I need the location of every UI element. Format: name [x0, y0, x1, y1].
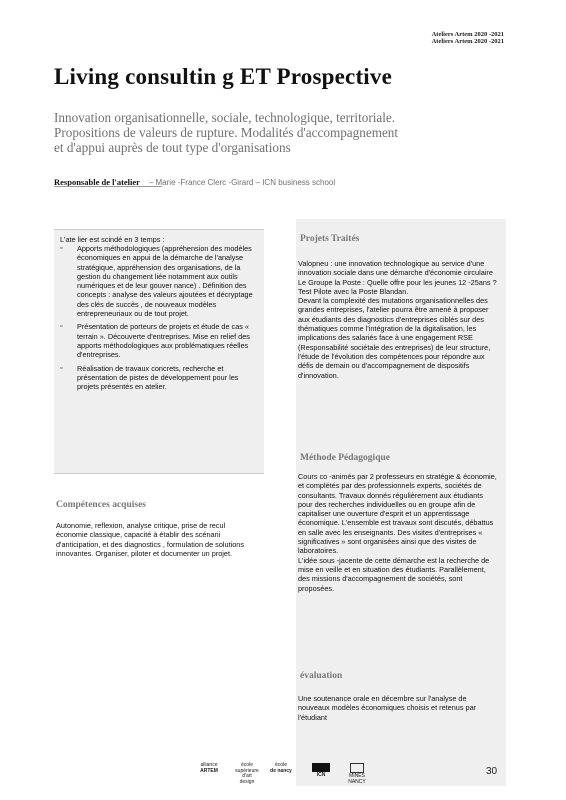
mines-mark-icon: [350, 763, 364, 773]
list-item: [60, 244, 260, 318]
icn-mark-icon: [312, 763, 330, 772]
subtitle: [54, 110, 494, 155]
list-item: [60, 364, 260, 392]
page-number: 30: [486, 766, 498, 777]
alliance-artem-logo: [194, 763, 224, 785]
mines-nancy-logo: [346, 763, 368, 785]
checkbox-bullet-icon: ▫: [60, 245, 63, 252]
list-item: [60, 322, 260, 359]
subtitle-line: Propositions de valeurs de rupture. Modalités d'accompagnement: [54, 125, 399, 140]
responsable-divider: [54, 186, 162, 187]
logo-text: école: [241, 762, 253, 768]
responsable-label: Responsable de l'atelier: [54, 177, 140, 187]
ensad-nancy-logo: [230, 763, 264, 785]
logo-text: supérieure d'art: [235, 767, 259, 779]
atelier-phases-list: [60, 244, 260, 395]
logo-text: ICN: [316, 772, 326, 778]
subtitle-line: Innovation organisationnelle, sociale, technologique, territoriale.: [54, 110, 396, 125]
icn-logo: [308, 763, 334, 785]
list-item-text: Présentation de porteurs de projets et étude de cas « terrain ». Découverte d'entreprises. Mise en relief des apports méthodologiques aux problématiques réelles d'entreprises.: [77, 322, 250, 360]
logo-text: alliance: [200, 762, 218, 768]
list-item-text: Apports méthodologiques (appréhension des modèles économiques en appui de la démarche de l'analyse stratégique, appréhension des organisations, de la gestion du changement liée notamment aux outils numériques et de leur gouver nance) . Définition des concepts : analyse des valeurs ajoutées et décryptage des clés de succès , de nouveaux modèles entrepreneuriaux ou de tout projet.: [77, 244, 253, 319]
projets-heading: Projets Traités: [300, 234, 360, 244]
evaluation-heading: évaluation: [300, 671, 343, 681]
checkbox-bullet-icon: ▫: [60, 323, 63, 331]
ecole-de-nancy-logo: [266, 763, 296, 785]
header-line-1: Ateliers Artem 2020 -2021: [431, 31, 504, 38]
logo-text: design: [239, 778, 255, 785]
list-item-text: Réalisation de travaux concrets, recherche et présentation de pistes de développement pour les projets présentés en atelier.: [77, 363, 239, 392]
responsable-value: – Marie -France Clerc -Girard – ICN business school: [148, 178, 336, 187]
competences-text: Autonomie, reflexion, analyse critique, prise de recul économie classique, capacité à établir des scénarii d'anticipation, et des diagnostics , formulation de solutions innovantes. Organiser, piloter et documenter un projet.: [56, 521, 244, 558]
logo-text: MINES: [349, 773, 365, 779]
page-title: Living consultin g ET Prospective: [54, 64, 393, 89]
competences-heading: Compétences acquises: [56, 500, 146, 510]
checkbox-bullet-icon: ▫: [60, 364, 63, 372]
logo-text: ARTEM: [200, 767, 218, 774]
logo-text: école: [275, 762, 287, 768]
projets-text: Valopneu : une innovation technologique au service d'une innovation sociale dans une démarche d'économie circulaire Le Groupe la Poste : Quelle offre pour les jeunes 12 -25ans ? Test Pilote avec la Poste Blandan. Devant la complexité des mutations organisationnelles des grandes entreprises, l'atelier pourra être amené à proposer aux étudiants des diagnostics d'entreprises ciblés sur des thématiques comme l'intégration de la digitalisation, les implications des salariés face à une engagement RSE (Responsabilité sociétale des entreprises) de leur structure, l'étude de l'évolution des compétences pour répondre aux défis de demain ou d'accompagnement de dispositifs d'innovation.: [298, 259, 497, 380]
methode-text: Cours co -animés par 2 professeurs en stratégie & économie, et complétés par des professionnels experts, sociétés de consultants. Travaux donnés régulièrement aux étudiants pour des recherches individuelles ou en groupe afin de capitaliser une ouverture d'esprit et un apprentissage économique. L'ensemble est travaux sont discutés, débattus en salle avec les enseignants. Des visites d'entreprises « significatives » sont organisées ainsi que des visites de laboratoires. L'idée sous -jacente de cette démarche est la recherche de mise en veille et en situation des étudiants. Parallèlement, des missions d'accompagnement de sociétés, sont proposées.: [298, 472, 497, 593]
logo-text: NANCY: [348, 778, 366, 785]
logo-text: de nancy: [270, 767, 292, 774]
evaluation-text: Une soutenance orale en décembre sur l'analyse de nouveaux modèles économiques choisis et retenus par l'étudiant: [298, 694, 477, 722]
atelier-intro: L'ate lier est scindé en 3 temps :: [60, 235, 165, 244]
methode-heading: Méthode Pédagogique: [300, 453, 390, 463]
subtitle-line: et d'appui auprès de tout type d'organisations: [54, 140, 291, 155]
header-line-2: Ateliers Artem 2020 -2021: [431, 38, 504, 45]
